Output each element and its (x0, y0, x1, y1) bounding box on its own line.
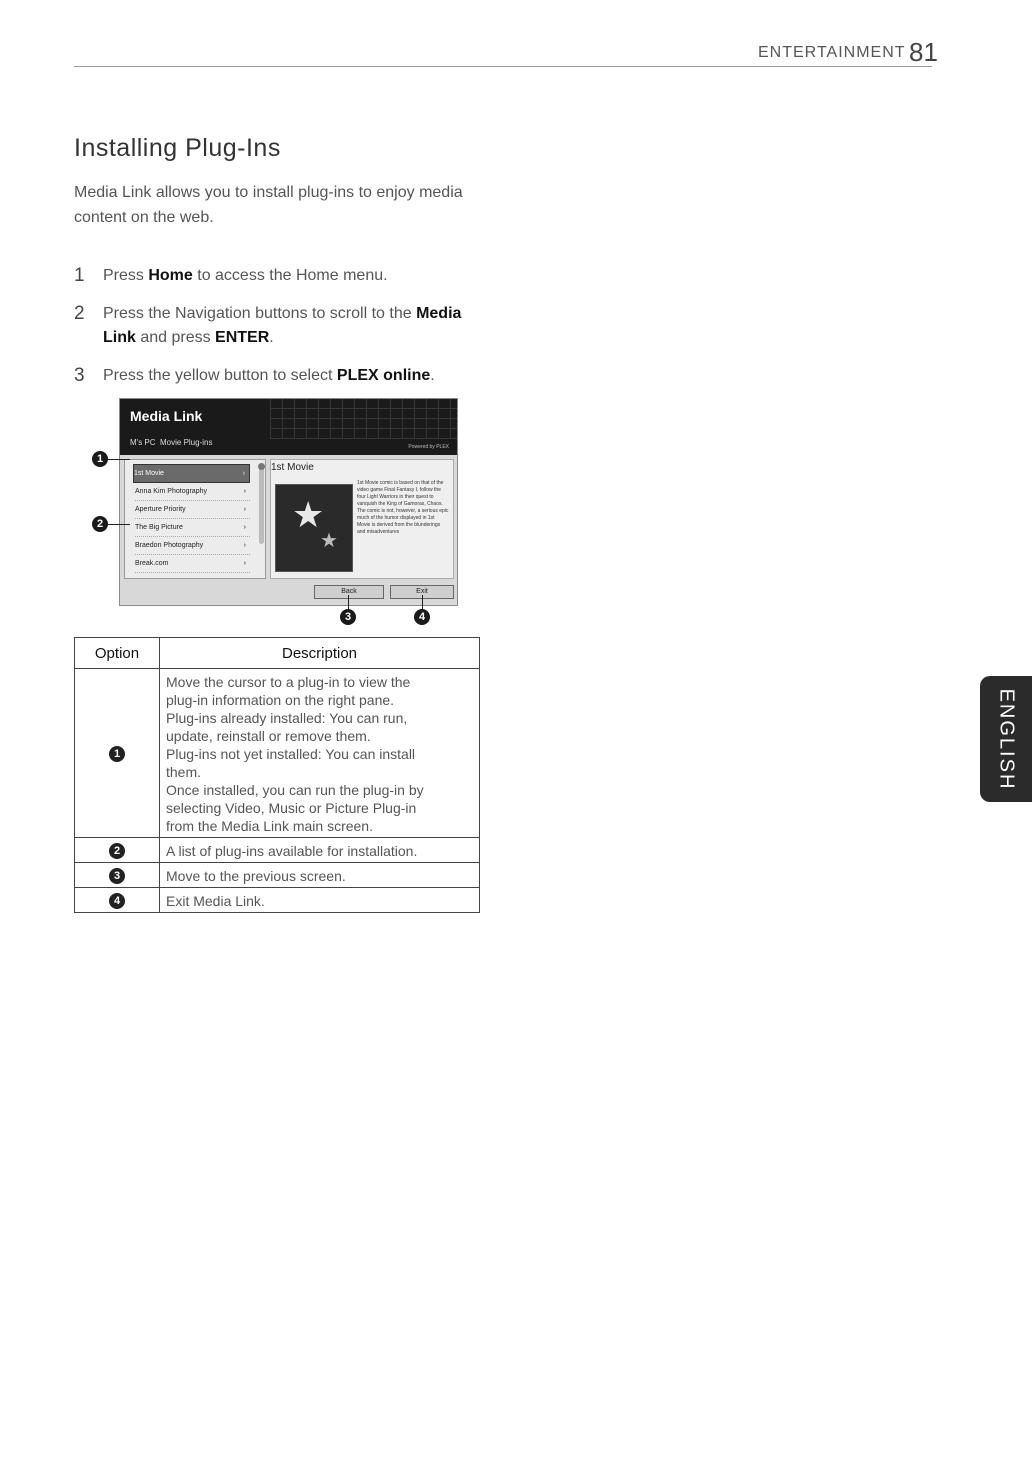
section-title: ENTERTAINMENT (758, 44, 906, 61)
tab-ms-pc[interactable]: M's PC (130, 438, 156, 447)
callout-3-line (348, 595, 349, 609)
screenshot-header (120, 399, 457, 455)
option-cell (75, 888, 160, 913)
step-text: Press Home to access the Home menu. (103, 267, 388, 284)
plugin-detail-pane (270, 459, 454, 579)
option-cell (75, 838, 160, 863)
detail-title: 1st Movie (271, 462, 314, 473)
step-number: 2 (74, 303, 85, 324)
plugin-list (124, 459, 266, 579)
step-text: Press the yellow button to select PLEX online. (103, 367, 435, 384)
option-cell (75, 669, 160, 838)
screenshot-title: Media Link (130, 408, 203, 424)
list-item[interactable]: Anna Kim Photography › (135, 483, 250, 501)
back-button[interactable]: Back (314, 585, 384, 599)
callout-2-line (108, 524, 130, 525)
callout-4: 4 (414, 609, 430, 625)
exit-button[interactable]: Exit (390, 585, 454, 599)
step-number: 3 (74, 365, 85, 386)
page-number: 81 (909, 37, 938, 67)
list-item[interactable]: Braedon Photography › (135, 537, 250, 555)
plugin-thumbnail (275, 484, 353, 572)
list-item[interactable]: 1st Movie › (133, 464, 250, 483)
chevron-right-icon: › (243, 488, 246, 495)
callout-1: 1 (92, 451, 108, 467)
table-row (75, 863, 480, 888)
description-cell: Move to the previous screen. (160, 863, 480, 888)
language-label: ENGLISH (995, 688, 1018, 790)
step-text: Press the Navigation buttons to scroll to the Media Link and press ENTER. (103, 305, 462, 346)
intro-paragraph: Media Link allows you to install plug-ins to enjoy media content on the web. (74, 184, 463, 226)
language-side-tab (980, 676, 1032, 802)
powered-by-label: Powered by PLEX (408, 444, 449, 450)
table-row (75, 838, 480, 863)
column-header-option: Option (75, 638, 160, 669)
chevron-right-icon: › (243, 560, 246, 567)
callout-1-line (108, 459, 130, 460)
description-cell: A list of plug-ins available for installation. (160, 838, 480, 863)
description-cell: Move the cursor to a plug-in to view the plug-in information on the right pane. Plug-ins already installed: You can run, update, reinstall or remove them. Plug-ins not yet installed: You can install them. Once installed, you can run the plug-in by selecting Video, Music or Picture Plug-in from the Media Link main screen. (160, 669, 480, 838)
header-rule (74, 66, 932, 67)
media-link-screenshot (119, 398, 458, 606)
header-pattern (270, 399, 457, 439)
step-number: 1 (74, 265, 85, 286)
list-item[interactable]: Aperture Priority › (135, 501, 250, 519)
star-icon: ★ (320, 530, 338, 552)
chevron-right-icon: › (243, 542, 246, 549)
column-header-description: Description (160, 638, 480, 669)
scroll-thumb[interactable] (258, 463, 265, 470)
chevron-right-icon: › (243, 524, 246, 531)
star-icon: ★ (292, 494, 325, 535)
options-table (74, 637, 480, 913)
callout-badge: 1 (109, 746, 125, 762)
description-cell: Exit Media Link. (160, 888, 480, 913)
chevron-right-icon: › (242, 470, 245, 477)
callout-badge: 2 (109, 843, 125, 859)
callout-4-line (422, 595, 423, 609)
callout-3: 3 (340, 609, 356, 625)
callout-2: 2 (92, 516, 108, 532)
table-header-row (75, 638, 480, 669)
table-row (75, 669, 480, 838)
tab-movie-plugins[interactable]: Movie Plug-ins (160, 438, 213, 447)
list-item[interactable]: Break.com › (135, 555, 250, 573)
option-cell (75, 863, 160, 888)
detail-description: 1st Movie comic is based on that of the video game Final Fantasy I, follow the four Light Warriors in their quest to vanquish the King of Gamoras, Chaos. The comic is not, however, a serious epic much of the humor displayed in 1st Movie is derived from the blunderings and misadventures (357, 480, 449, 535)
callout-badge: 3 (109, 868, 125, 884)
list-scrollbar[interactable] (259, 464, 264, 544)
callout-badge: 4 (109, 893, 125, 909)
page-heading: Installing Plug-Ins (74, 134, 281, 162)
table-row (75, 888, 480, 913)
list-item[interactable]: The Big Picture › (135, 519, 250, 537)
chevron-right-icon: › (243, 506, 246, 513)
